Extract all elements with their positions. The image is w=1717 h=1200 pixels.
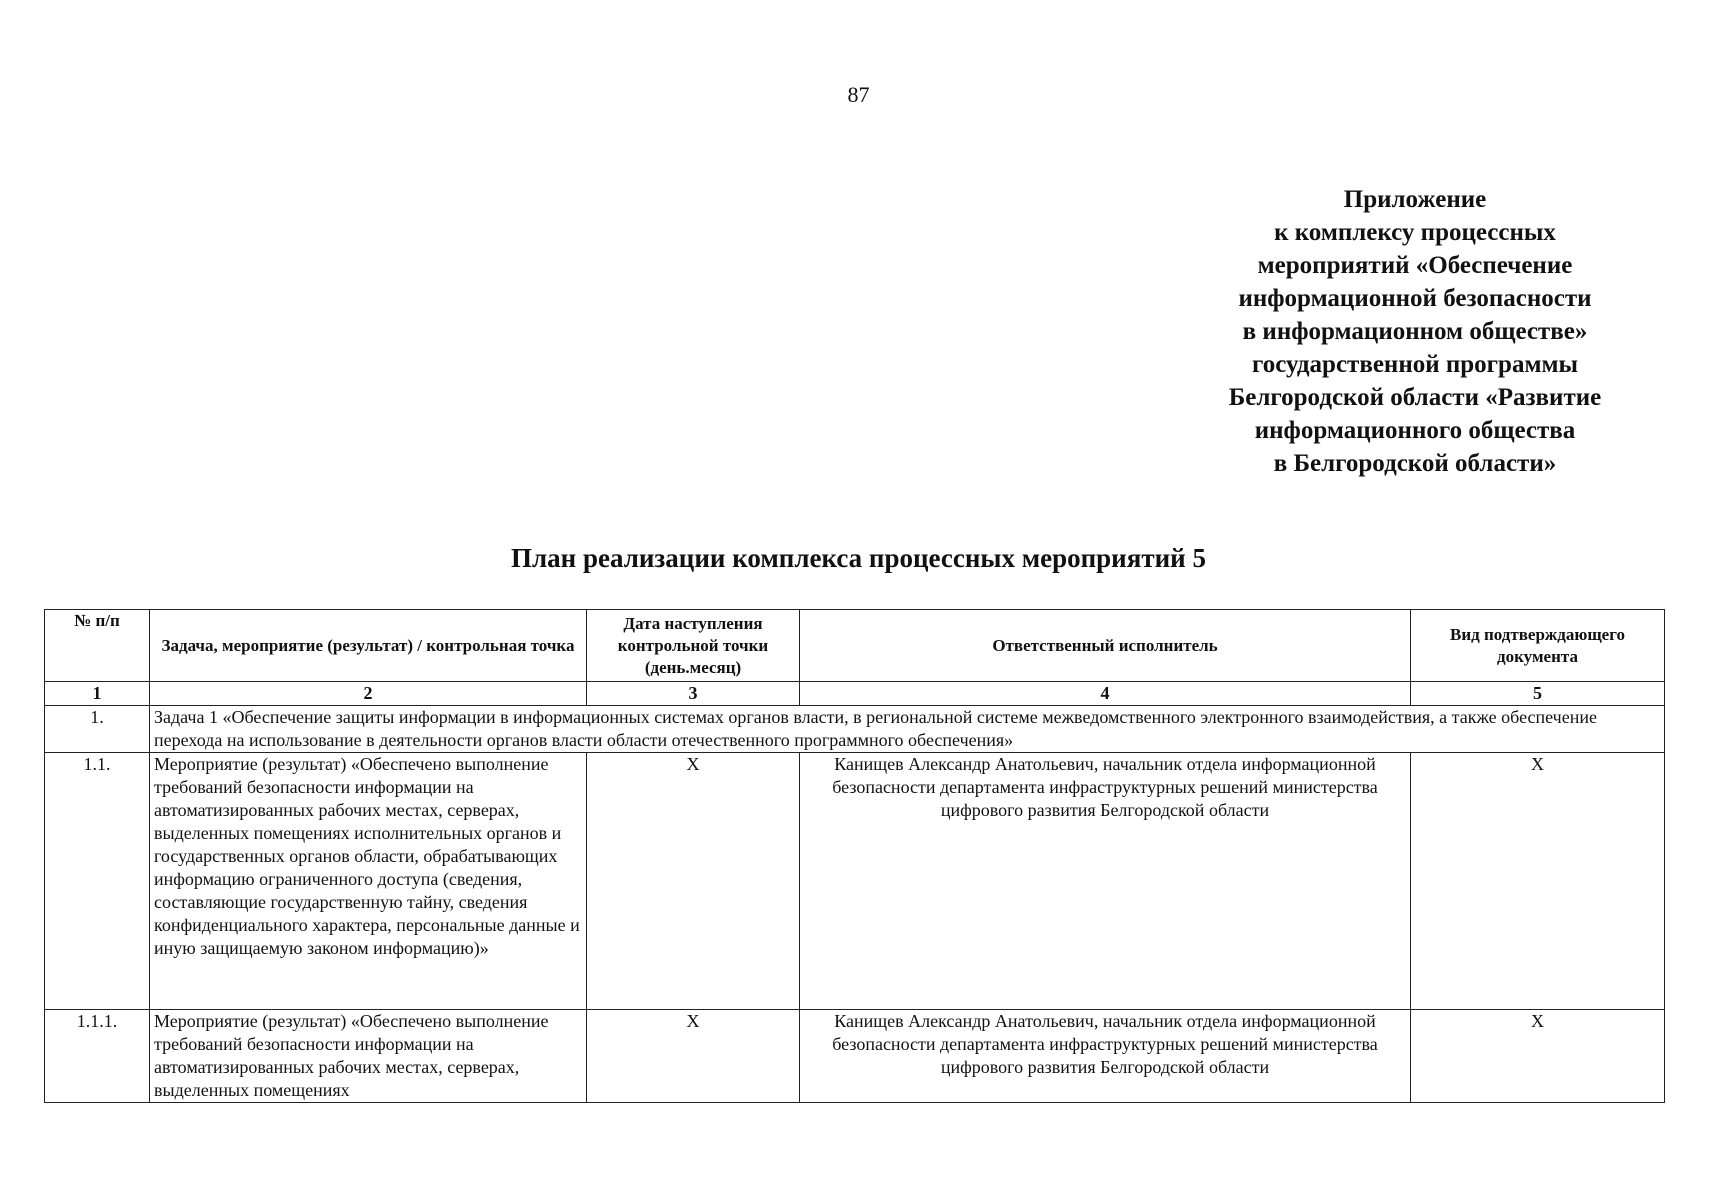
appendix-line: мероприятий «Обеспечение bbox=[1257, 252, 1573, 279]
header-num: № п/п bbox=[45, 610, 150, 682]
document-type: X bbox=[1411, 753, 1665, 1010]
column-number: 5 bbox=[1411, 682, 1665, 706]
control-date: X bbox=[587, 753, 800, 1010]
header-document: Вид подтверждающего документа bbox=[1411, 610, 1665, 682]
column-number: 1 bbox=[45, 682, 150, 706]
row-number: 1.1.1. bbox=[45, 1010, 150, 1103]
appendix-line: государственной программы bbox=[1251, 351, 1579, 378]
header-executor: Ответственный исполнитель bbox=[800, 610, 1411, 682]
appendix-line: в информационном обществе» bbox=[1242, 318, 1588, 345]
activity-text: Мероприятие (результат) «Обеспечено выполнение требований безопасности информации на автоматизированных рабочих местах, серверах, выделенных помещениях исполнительных органов и государственных органов области, обрабатывающих информацию ограниченного доступа (сведения, составляющие государственную тайну, сведения конфиденциального характера, персональные данные и иную защищаемую законом информацию)» bbox=[150, 753, 587, 1010]
appendix-line: Приложение bbox=[1343, 186, 1487, 213]
executor: Канищев Александр Анатольевич, начальник отдела информационной безопасности департамента инфраструктурных решений министерства цифрового развития Белгородской области bbox=[800, 1010, 1411, 1103]
appendix-line: информационного общества bbox=[1254, 417, 1576, 444]
executor: Канищев Александр Анатольевич, начальник отдела информационной безопасности департамента инфраструктурных решений министерства цифрового развития Белгородской области bbox=[800, 753, 1411, 1010]
row-number: 1.1. bbox=[45, 753, 150, 1010]
table-row bbox=[45, 753, 1665, 1010]
column-number: 4 bbox=[800, 682, 1411, 706]
table-row-task-1 bbox=[45, 706, 1665, 753]
table-row bbox=[45, 1010, 1665, 1103]
document-type: X bbox=[1411, 1010, 1665, 1103]
header-date: Дата наступления контрольной точки (день.месяц) bbox=[587, 610, 800, 682]
header-task: Задача, мероприятие (результат) / контрольная точка bbox=[150, 610, 587, 682]
table-header-row bbox=[45, 610, 1665, 682]
appendix-line: в Белгородской области» bbox=[1273, 450, 1557, 477]
plan-title: План реализации комплекса процессных мероприятий 5 bbox=[511, 543, 1206, 573]
appendix-line: к комплексу процессных bbox=[1274, 219, 1556, 246]
column-number-row bbox=[45, 682, 1665, 706]
column-number: 2 bbox=[150, 682, 587, 706]
appendix-block bbox=[1175, 183, 1655, 480]
row-number: 1. bbox=[45, 706, 150, 753]
column-number: 3 bbox=[587, 682, 800, 706]
task-text: Задача 1 «Обеспечение защиты информации в информационных системах органов власти, в региональной системе межведомственного электронного взаимодействия, а также обеспечение перехода на использование в деятельности органов власти области отечественного программного обеспечения» bbox=[150, 706, 1665, 753]
plan-table bbox=[44, 609, 1665, 1103]
appendix-line: информационной безопасности bbox=[1238, 285, 1592, 312]
appendix-line: Белгородской области «Развитие bbox=[1228, 384, 1602, 411]
activity-text: Мероприятие (результат) «Обеспечено выполнение требований безопасности информации на автоматизированных рабочих местах, серверах, выделенных помещениях bbox=[150, 1010, 587, 1103]
page-number: 87 bbox=[847, 82, 870, 107]
control-date: X bbox=[587, 1010, 800, 1103]
